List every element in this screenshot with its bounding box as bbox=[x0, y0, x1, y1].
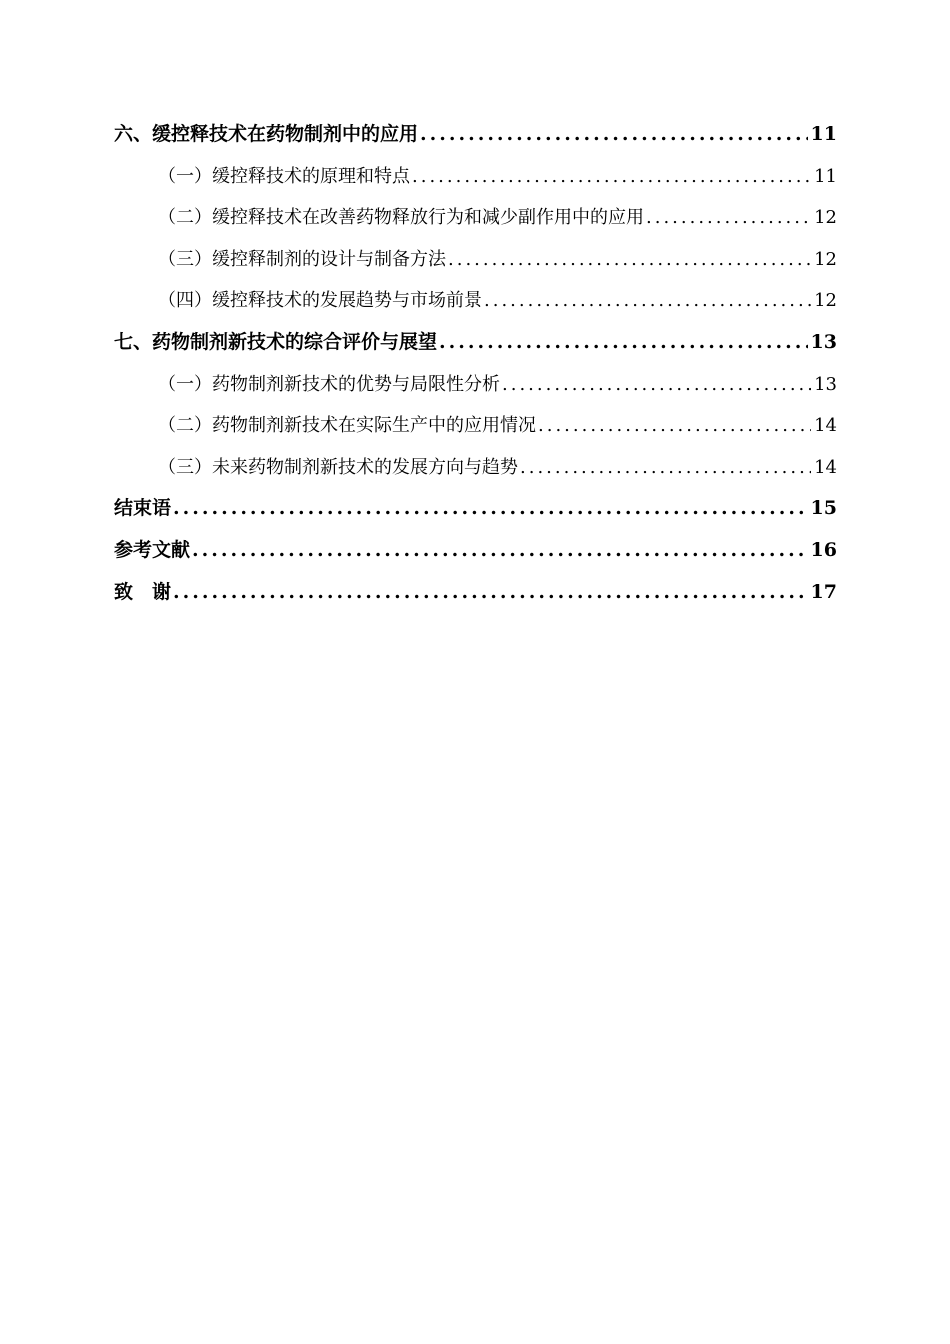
toc-entry-page: 15 bbox=[810, 497, 837, 520]
toc-leader-dots bbox=[520, 447, 811, 489]
toc-leader-dots bbox=[484, 280, 811, 322]
toc-entry-acknowledgements[interactable] bbox=[114, 572, 837, 614]
toc-entry-page: 13 bbox=[814, 373, 837, 395]
toc-entry-page: 16 bbox=[810, 538, 837, 561]
toc-entry-page: 12 bbox=[814, 248, 837, 270]
toc-leader-dots bbox=[646, 197, 811, 239]
toc-entry-title: （三）未来药物制剂新技术的发展方向与趋势 bbox=[158, 456, 518, 478]
toc-entry-title: （二）药物制剂新技术在实际生产中的应用情况 bbox=[158, 415, 536, 437]
toc-entry-title: 参考文献 bbox=[114, 538, 191, 561]
toc-leader-dots bbox=[538, 405, 811, 447]
toc-entry-page: 12 bbox=[814, 290, 837, 312]
toc-entry-chapter-7[interactable] bbox=[114, 322, 837, 364]
toc-entry-page: 14 bbox=[814, 456, 837, 478]
toc-entry-6-1[interactable] bbox=[114, 156, 837, 198]
toc-entry-title: （一）缓控释技术的原理和特点 bbox=[158, 165, 410, 187]
toc-entry-title: （二）缓控释技术在改善药物释放行为和减少副作用中的应用 bbox=[158, 207, 644, 229]
toc-entry-page: 12 bbox=[814, 207, 837, 229]
toc-entry-page: 11 bbox=[810, 123, 837, 145]
toc-leader-dots bbox=[448, 239, 811, 281]
toc-leader-dots bbox=[173, 572, 808, 614]
toc-entry-page: 11 bbox=[814, 165, 837, 187]
toc-leader-dots bbox=[439, 322, 808, 364]
toc-entry-chapter-6[interactable] bbox=[114, 114, 837, 156]
toc-leader-dots bbox=[192, 530, 808, 572]
toc-entry-7-1[interactable] bbox=[114, 364, 837, 406]
toc-entry-page: 14 bbox=[814, 415, 837, 437]
toc-entry-7-2[interactable] bbox=[114, 405, 837, 447]
toc-entry-6-4[interactable] bbox=[114, 280, 837, 322]
toc-entry-title: 结束语 bbox=[114, 497, 172, 520]
toc-entry-title: （四）缓控释技术的发展趋势与市场前景 bbox=[158, 290, 482, 312]
toc-leader-dots bbox=[502, 364, 811, 406]
toc-entry-title: （三）缓控释制剂的设计与制备方法 bbox=[158, 248, 446, 270]
table-of-contents bbox=[114, 114, 837, 613]
toc-entry-6-3[interactable] bbox=[114, 239, 837, 281]
toc-leader-dots bbox=[173, 488, 808, 530]
toc-entry-page: 17 bbox=[810, 580, 837, 603]
toc-entry-6-2[interactable] bbox=[114, 197, 837, 239]
toc-entry-title: 六、缓控释技术在药物制剂中的应用 bbox=[114, 123, 419, 145]
toc-entry-references[interactable] bbox=[114, 530, 837, 572]
toc-entry-conclusion[interactable] bbox=[114, 488, 837, 530]
toc-leader-dots bbox=[412, 156, 811, 198]
toc-entry-title: （一）药物制剂新技术的优势与局限性分析 bbox=[158, 373, 500, 395]
toc-entry-7-3[interactable] bbox=[114, 447, 837, 489]
toc-entry-title: 致 谢 bbox=[114, 580, 172, 603]
toc-entry-page: 13 bbox=[810, 330, 837, 353]
toc-entry-title: 七、药物制剂新技术的综合评价与展望 bbox=[114, 330, 438, 353]
toc-leader-dots bbox=[420, 114, 808, 156]
